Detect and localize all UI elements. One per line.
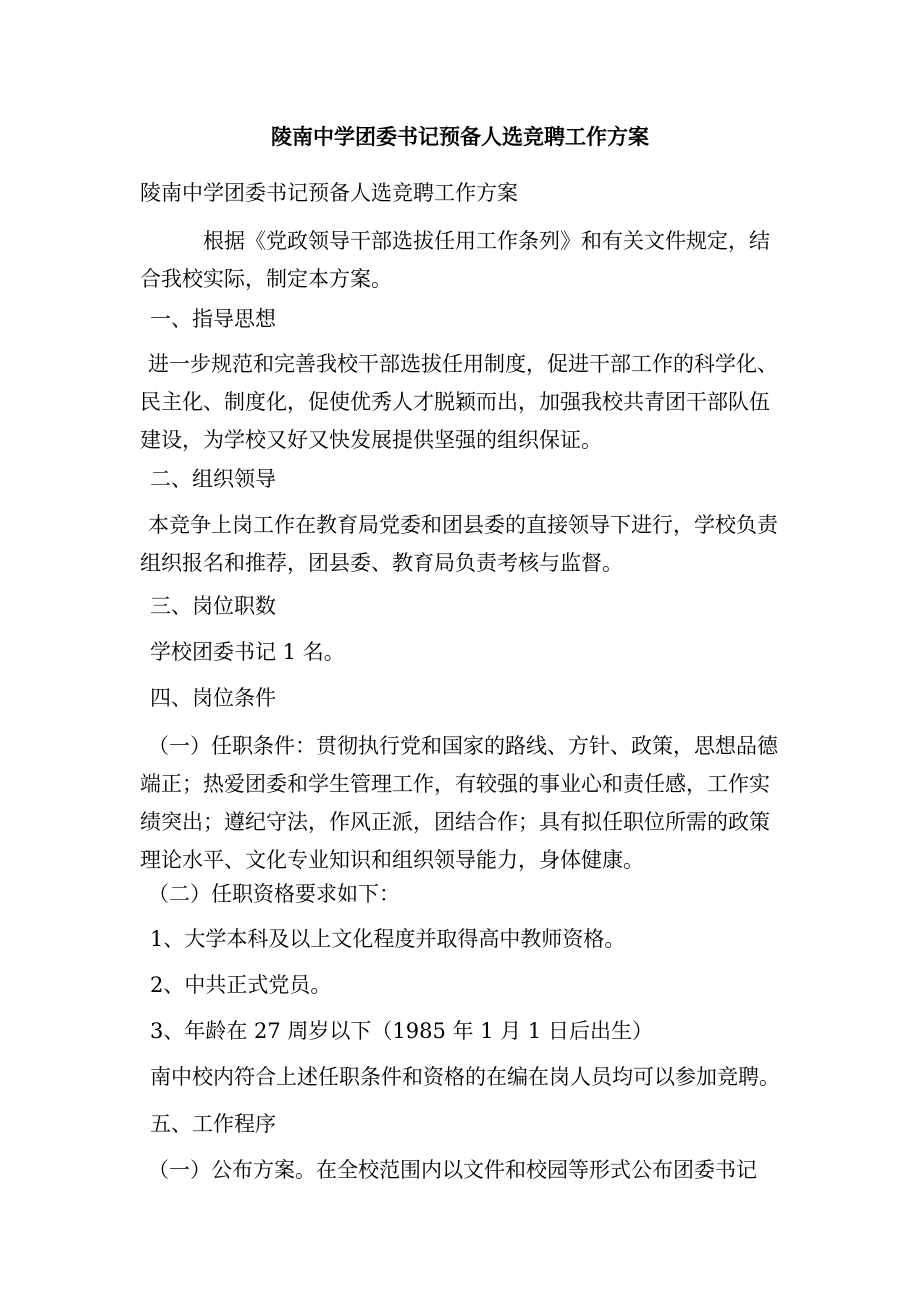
intro-paragraph: 根据《党政领导干部选拔任用工作条列》和有关文件规定，结合我校实际，制定本方案。 bbox=[140, 229, 770, 291]
qualification-item-3: 3、年龄在 27 周岁以下（1985 年 1 月 1 日后出生） bbox=[150, 1019, 653, 1043]
section-body-1: 进一步规范和完善我校干部选拔任用制度，促进干部工作的科学化、民主化、制度化，促使优秀人才脱颖而出，加强我校共青团干部队伍建设，为学校又好又快发展提供坚强的组织保证。 bbox=[140, 352, 778, 452]
document-subtitle: 陵南中学团委书记预备人选竞聘工作方案 bbox=[140, 181, 518, 205]
document-title: 陵南中学团委书记预备人选竞聘工作方案 bbox=[271, 124, 649, 149]
section-heading-5: 五、工作程序 bbox=[150, 1112, 276, 1136]
section-heading-1: 一、指导思想 bbox=[150, 307, 276, 331]
eligibility-note: 南中校内符合上述任职条件和资格的在编在岗人员均可以参加竞聘。 bbox=[150, 1065, 780, 1089]
section-4-qualifications: （二）任职资格要求如下： bbox=[148, 882, 400, 906]
section-heading-4: 四、岗位条件 bbox=[150, 686, 276, 710]
section-4-conditions: （一）任职条件：贯彻执行党和国家的路线、方针、政策，思想品德端正；热爱团委和学生管理工作，有较强的事业心和责任感，工作实绩突出；遵纪守法，作风正派，团结合作；具有拟任职位所需的政策理论水平、文化专业知识和组织领导能力，身体健康。 bbox=[140, 734, 778, 872]
section-heading-3: 三、岗位职数 bbox=[150, 594, 276, 618]
section-5-step-1: （一）公布方案。在全校范围内以文件和校园等形式公布团委书记 bbox=[148, 1158, 757, 1182]
qualification-item-1: 1、大学本科及以上文化程度并取得高中教师资格。 bbox=[150, 927, 626, 951]
qualification-item-2: 2、中共正式党员。 bbox=[150, 973, 332, 997]
section-body-3: 学校团委书记 1 名。 bbox=[150, 640, 345, 664]
section-body-2: 本竞争上岗工作在教育局党委和团县委的直接领导下进行，学校负责组织报名和推荐，团县委、教育局负责考核与监督。 bbox=[140, 513, 778, 575]
section-heading-2: 二、组织领导 bbox=[150, 467, 276, 491]
